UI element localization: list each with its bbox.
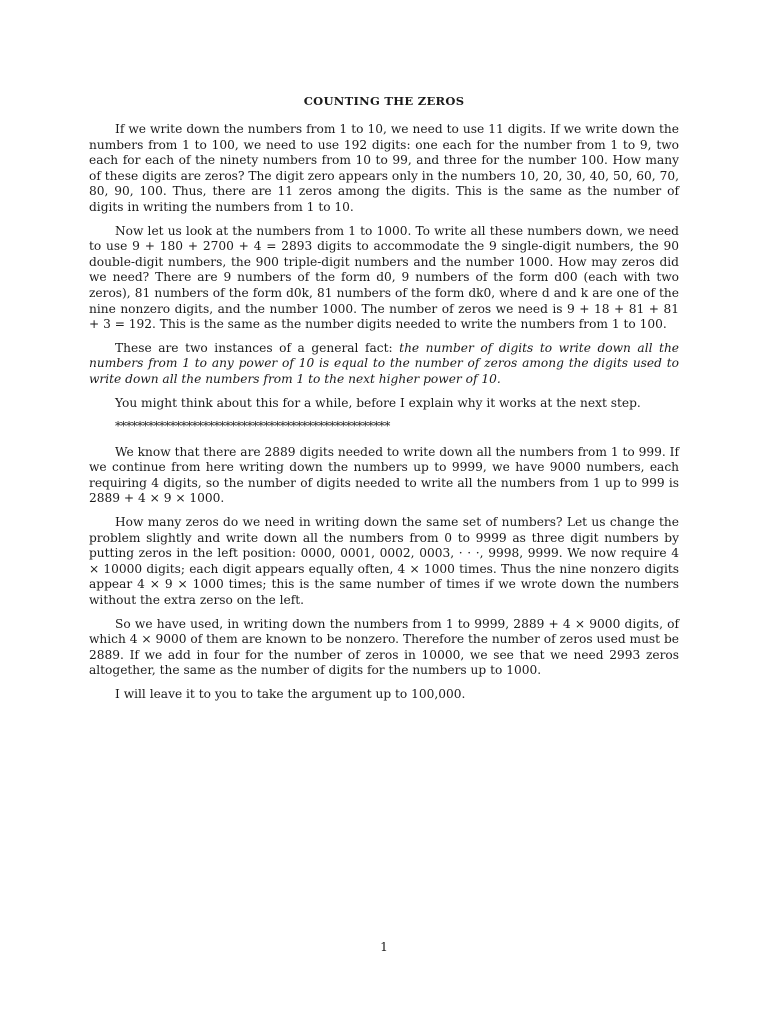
paragraph-general-fact (89, 341, 679, 388)
paragraph-zeros-question: How many zeros do we need in writing down the same set of numbers? Let us change the problem slightly and write down all the numbers from 0 to 9999 as three digit numbers by putting zeros in the left position: 0000, 0001, 0002, 0003, · · ·, 9998, 9999. We now require 4 × 10000 digits; each digit appears equally often, 4 × 1000 times. Thus the nine nonzero digits appear 4 × 9 × 1000 times; this is the same number of times if we wrote down the numbers without the extra zerso on the left. (89, 515, 679, 608)
page-number: 1 (380, 940, 388, 954)
document-title: COUNTING THE ZEROS (303, 94, 465, 108)
general-fact-intro: These are two instances of a general fact: (115, 340, 400, 355)
paragraph-think: You might think about this for a while, before I explain why it works at the next step. (115, 395, 641, 410)
paragraph-digits-to-9999: We know that there are 2889 digits needed to write down all the numbers from 1 to 999. If we continue from here writing down the numbers up to 9999, we have 9000 numbers, each requiring 4 digits, so the number of digits needed to write all the numbers from 1 up to 999 is 2889 + 4 × 9 × 1000. (89, 444, 679, 506)
paragraph-1-to-1000: Now let us look at the numbers from 1 to 1000. To write all these numbers down, we need to use 9 + 180 + 2700 + 4 = 2893 digits to accommodate the 9 single-digit numbers, the 90 double-digit numbers, the 900 triple-digit numbers and the number 1000. How may zeros did we need? There are 9 numbers of the form d0, 9 numbers of the form d00 (each with two zeros), 81 numbers of the form d0k, 81 numbers of the form dk0, where d and k are one of the nine nonzero digits, and the number 1000. The number of zeros we need is 9 + 18 + 81 + 81 + 3 = 192. This is the same as the number digits needed to write the numbers from 1 to 100. (89, 223, 679, 332)
paragraph-conclusion: So we have used, in writing down the numbers from 1 to 9999, 2889 + 4 × 9000 digits, of which 4 × 9000 of them are known to be nonzero. Therefore the number of zeros used must be 2889. If we add in four for the number of zeros in 10000, we see that we need 2993 zeros altogether, the same as the number of digits for the numbers up to 1000. (89, 616, 679, 678)
general-fact-statement: the number of digits to write down all the numbers from 1 to any power of 10 is equal to the number of zeros among the digits used to write down all the numbers from 1 to the next higher power of 10. (89, 340, 680, 386)
paragraph-1-to-10: If we write down the numbers from 1 to 10, we need to use 11 digits. If we write down the numbers from 1 to 100, we need to use 192 digits: one each for the number from 1 to 9, two each for each of the ninety numbers from 10 to 99, and three for the number 100. How many of these digits are zeros? The digit zero appears only in the numbers 10, 20, 30, 40, 50, 60, 70, 80, 90, 100. Thus, there are 11 zeros among the digits. This is the same as the number of digits in writing the numbers from 1 to 10. (89, 122, 679, 214)
section-separator: ************************************************** (115, 419, 390, 434)
paragraph-closing: I will leave it to you to take the argument up to 100,000. (115, 687, 466, 701)
